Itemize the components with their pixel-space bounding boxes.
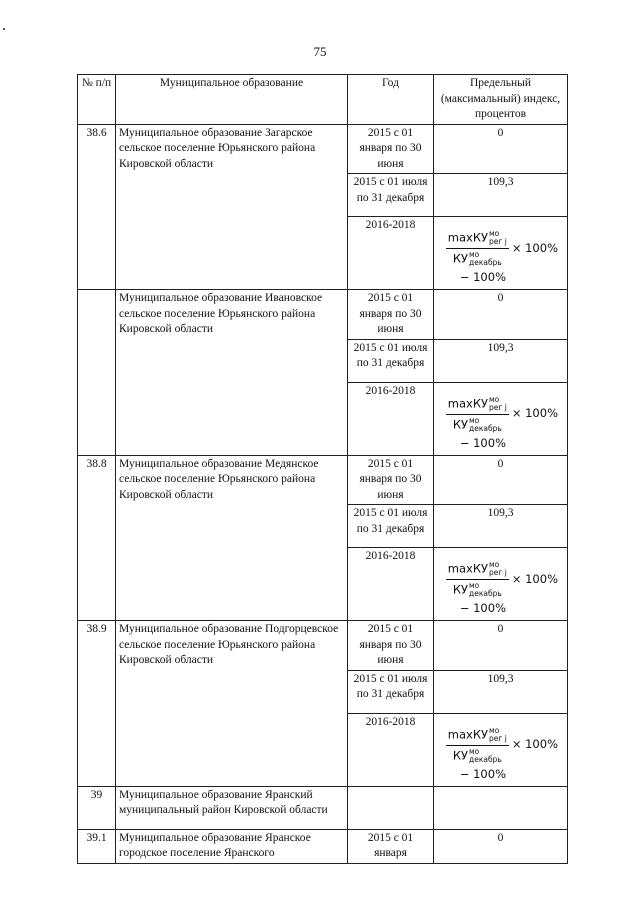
period-year: 2016-2018 [348,713,434,786]
index-formula [437,384,564,454]
formula-sup: мо [489,560,500,569]
index-formula-cell [434,382,568,455]
formula-max: max [447,230,473,245]
formula-times: × 100% [511,406,558,421]
index-value: 109,3 [434,670,568,713]
index-value: 109,3 [434,505,568,548]
formula-sub-j: j [504,402,507,412]
formula-ku-numerator: КУ [472,230,489,245]
section-index-empty [434,786,568,829]
index-value: 109,3 [434,174,568,217]
table-row [78,621,568,671]
formula-sup: мо [489,229,500,238]
formula-sub-december: декабрь [469,258,502,267]
formula-minus: − 100% [459,435,506,450]
index-value: 0 [434,455,568,505]
period-year: 2015 с 01 июля по 31 декабря [348,505,434,548]
row-number: 38.9 [78,621,116,787]
table-row [78,455,568,505]
table-row [78,829,568,863]
period-year: 2015 с 01 января по 30 июня [348,455,434,505]
index-formula-cell [434,713,568,786]
section-municipality: Муниципальное образование Яранский муниципальный район Кировской области [116,786,348,829]
index-formula [437,549,564,619]
formula-ku-denominator: КУ [452,748,469,762]
period-year: 2015 с 01 июля по 31 декабря [348,670,434,713]
index-value: 109,3 [434,339,568,382]
formula-ku-denominator: КУ [452,251,469,266]
formula-sup: мо [469,250,480,259]
formula-sub-reg: рег [489,733,503,743]
formula-sup: мо [469,581,480,590]
formula-times: × 100% [511,240,558,255]
formula-fraction [446,396,509,433]
period-year: 2015 с 01 июля по 31 декабря [348,174,434,217]
section-row [78,786,568,829]
index-formula [437,218,564,288]
index-value: 0 [434,621,568,671]
municipality-name: Муниципальное образование Медянское сельское поселение Юрьянского района Кировской области [116,455,348,621]
section-number: 39 [78,786,116,829]
formula-minus: − 100% [459,270,506,284]
period-year: 2016-2018 [348,382,434,455]
row-number: 38.8 [78,455,116,621]
index-formula-cell [434,548,568,621]
formula-minus: − 100% [459,601,506,615]
formula-ku-numerator: КУ [472,561,489,576]
formula-sub-december: декабрь [469,754,502,764]
row-number: 39.1 [78,829,116,863]
formula-times: × 100% [511,737,558,752]
formula-sub-december: декабрь [469,423,502,433]
period-year: 2016-2018 [348,217,434,290]
formula-ku-numerator: КУ [472,396,489,410]
header-municipality: Муниципальное образование [116,75,348,125]
table-header-row [78,75,568,125]
municipality-name: Муниципальное образование Яранское городское поселение Яранского [116,829,348,863]
period-year: 2015 с 01 июля по 31 декабря [348,339,434,382]
header-index: Предельный (максимальный) индекс, процентов [434,75,568,125]
formula-sup: мо [469,415,480,425]
municipality-name: Муниципальное образование Загарское сельское поселение Юрьянского района Кировской области [116,124,348,290]
formula-sup: мо [469,746,480,756]
period-year: 2015 с 01 января [348,829,434,863]
page-number: 75 [313,44,327,59]
formula-sub-december: декабрь [469,589,502,598]
period-year: 2015 с 01 января по 30 июня [348,290,434,340]
table-body [78,124,568,863]
formula-sub-j: j [504,237,507,246]
formula-sup: мо [489,394,500,404]
row-number [78,290,116,456]
index-formula [437,715,564,785]
scan-speck [3,28,5,30]
formula-fraction [446,230,509,267]
period-year: 2016-2018 [348,548,434,621]
formula-ku-denominator: КУ [452,582,469,597]
header-year: Год [348,75,434,125]
index-formula-cell [434,217,568,290]
formula-fraction [446,727,509,764]
table-row [78,124,568,174]
row-number: 38.6 [78,124,116,290]
formula-sup: мо [489,725,500,735]
formula-times: × 100% [511,571,558,586]
formula-fraction [446,561,509,598]
period-year: 2015 с 01 января по 30 июня [348,621,434,671]
section-year-empty [348,786,434,829]
index-value: 0 [434,290,568,340]
index-value: 0 [434,829,568,863]
header-num: № п/п [78,75,116,125]
table-row [78,290,568,340]
formula-ku-denominator: КУ [452,417,469,431]
formula-minus: − 100% [459,766,506,781]
formula-max: max [447,396,473,410]
period-year: 2015 с 01 января по 30 июня [348,124,434,174]
formula-sub-j: j [504,568,507,577]
municipality-name: Муниципальное образование Подгорцевское сельское поселение Юрьянского района Кировской области [116,621,348,787]
formula-sub-reg: рег [489,568,503,577]
formula-ku-numerator: КУ [472,727,489,741]
formula-sub-reg: рег [489,402,503,412]
formula-sub-j: j [504,733,507,743]
formula-sub-reg: рег [489,237,503,246]
municipality-name: Муниципальное образование Ивановское сельское поселение Юрьянского района Кировской области [116,290,348,456]
formula-max: max [447,727,473,741]
tariff-index-table [77,74,568,864]
index-value: 0 [434,124,568,174]
formula-max: max [447,561,473,576]
